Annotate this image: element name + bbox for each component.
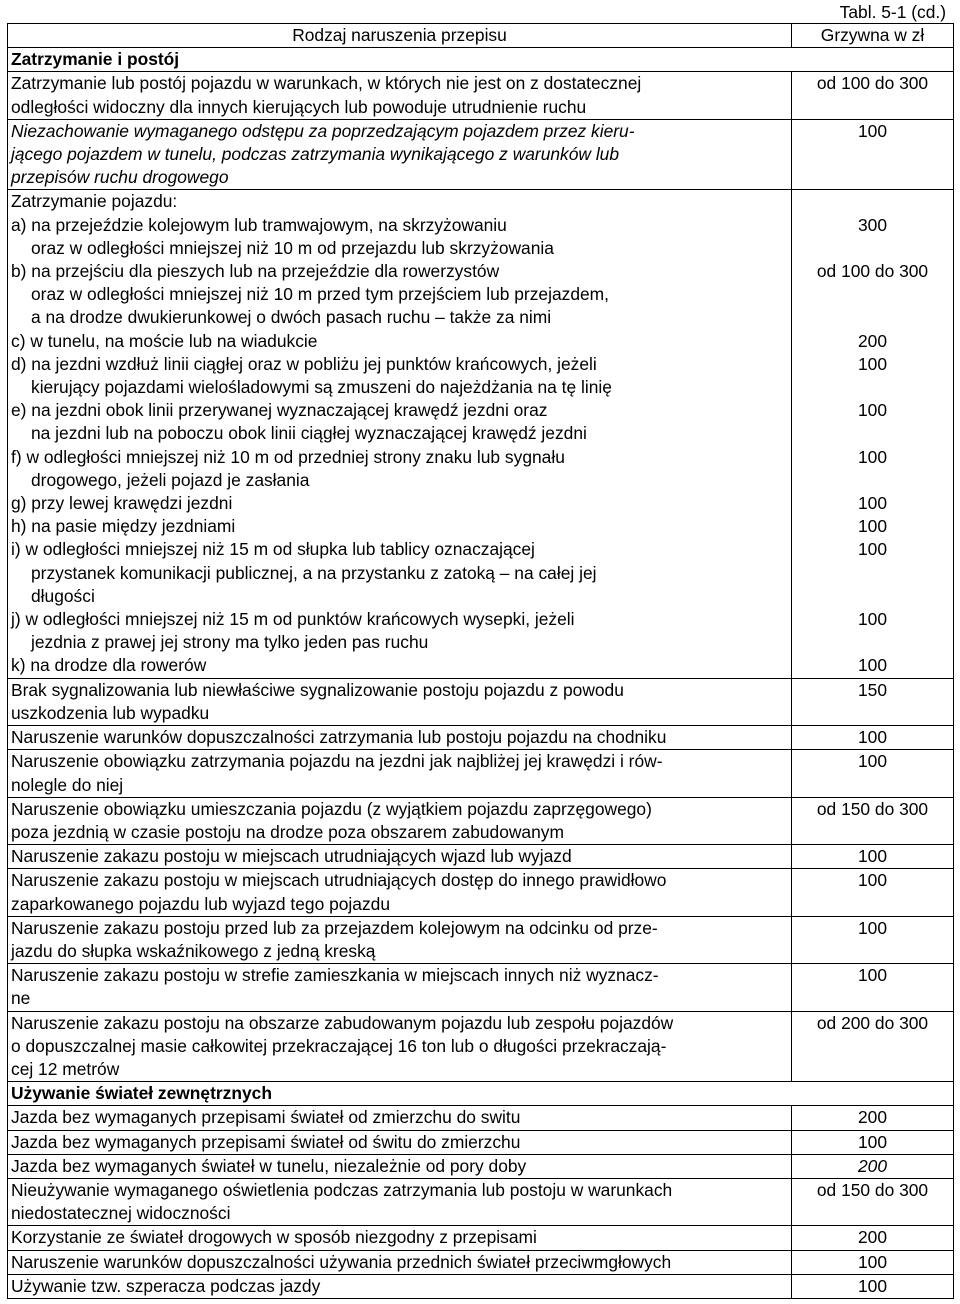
fine-cell: 100 — [792, 1250, 954, 1274]
row-text: cej 12 metrów — [11, 1058, 120, 1079]
table-row — [8, 1178, 954, 1225]
fine-value: od 100 do 300 — [816, 261, 929, 282]
table-row — [8, 964, 954, 1011]
table-row — [8, 72, 954, 119]
row-text: na jezdni lub na poboczu obok linii ciągłej wyznaczającej krawędź jezdni — [31, 423, 587, 444]
fine-cell: 200 — [792, 1226, 954, 1250]
row-text: o dopuszczalnej masie całkowitej przekraczającej 16 ton lub o długości przekraczają- — [11, 1035, 667, 1056]
row-text: Naruszenie zakazu postoju w strefie zamieszkania w miejscach innych niż wyznacz- — [11, 965, 659, 986]
row-text: zaparkowanego pojazdu lub wyjazd tego pojazdu — [11, 893, 390, 914]
fine-cell: od 100 do 300 — [792, 72, 954, 119]
row-text: przystanek komunikacji publicznej, a na przystanku z zatoką – na całej jej — [31, 562, 597, 583]
header-violation-type: Rodzaj naruszenia przepisu — [8, 24, 792, 48]
row-text: Brak sygnalizowania lub niewłaściwe sygnalizowanie postoju pojazdu z powodu — [11, 679, 624, 700]
fine-value: 100 — [857, 493, 887, 514]
row-text: Naruszenie zakazu postoju w miejscach utrudniających wjazd lub wyjazd — [11, 846, 572, 867]
fines-table — [7, 23, 954, 1299]
fine-value: 100 — [857, 655, 887, 676]
table-row — [8, 750, 954, 797]
row-text: drogowego, jeżeli pojazd je zasłania — [31, 469, 310, 490]
fine-cell: 100 — [792, 916, 954, 963]
row-text: Naruszenie warunków dopuszczalności zatrzymania lub postoju pojazdu na chodniku — [11, 727, 667, 748]
fine-value: 300 — [857, 214, 887, 235]
fine-cell: 150 — [792, 678, 954, 725]
table-row — [8, 1011, 954, 1082]
fine-cell: 100 — [792, 869, 954, 916]
row-text: g) przy lewej krawędzi jezdni — [11, 493, 233, 514]
fine-cell: 100 — [792, 1274, 954, 1298]
row-text: Korzystanie ze świateł drogowych w sposób niezgodny z przepisami — [11, 1227, 537, 1248]
row-text: k) na drodze dla rowerów — [11, 655, 207, 676]
table-row — [8, 726, 954, 750]
row-text: niedostatecznej widoczności — [11, 1203, 231, 1224]
fine-cell: 100 — [792, 750, 954, 797]
row-text: f) w odległości mniejszej niż 10 m od przedniej strony znaku lub sygnału — [11, 446, 565, 467]
row-text: kierujący pojazdami wielośladowymi są zmuszeni do najeżdżania na tę linię — [31, 377, 612, 398]
table-row — [8, 678, 954, 725]
row-text: ne — [11, 988, 31, 1009]
fine-cell: 100 — [792, 726, 954, 750]
row-text: Jazda bez wymaganych przepisami świateł od świtu do zmierzchu — [11, 1131, 521, 1152]
table-row — [8, 1250, 954, 1274]
table-row — [8, 1226, 954, 1250]
row-text: d) na jezdni wzdłuż linii ciągłej oraz w pobliżu jej punktów krańcowych, jeżeli — [11, 353, 597, 374]
table-row — [8, 190, 954, 678]
row-text: c) w tunelu, na moście lub na wiadukcie — [11, 330, 318, 351]
section-external-lights — [8, 1082, 954, 1106]
table-row — [8, 916, 954, 963]
fine-cell: od 200 do 300 — [792, 1011, 954, 1082]
fine-cell: 200 — [792, 1154, 954, 1178]
row-text: Używanie tzw. szperacza podczas jazdy — [11, 1275, 321, 1296]
row-text: oraz w odległości mniejszej niż 10 m od przejazdu lub skrzyżowania — [31, 237, 554, 258]
table-row — [8, 1130, 954, 1154]
fine-cell: 100 — [792, 119, 954, 190]
row-text: uszkodzenia lub wypadku — [11, 702, 210, 723]
row-text: Naruszenie zakazu postoju przed lub za przejazdem kolejowym na odcinku od prze- — [11, 917, 658, 938]
row-text: Jazda bez wymaganych przepisami świateł od zmierzchu do switu — [11, 1107, 521, 1128]
row-text: odległości widoczny dla innych kierujących lub powoduje utrudnienie ruchu — [11, 96, 587, 117]
row-text: Zatrzymanie pojazdu: — [11, 191, 178, 212]
row-text: Naruszenie warunków dopuszczalności używania przednich świateł przeciwmgłowych — [11, 1251, 672, 1272]
table-row — [8, 1106, 954, 1130]
row-text: i) w odległości mniejszej niż 15 m od słupka lub tablicy oznaczającej — [11, 539, 535, 560]
header-fine: Grzywna w zł — [792, 24, 954, 48]
fine-cell: 200 — [792, 1106, 954, 1130]
section-title: Używanie świateł zewnętrznych — [8, 1082, 954, 1106]
row-text: Jazda bez wymaganych świateł w tunelu, niezależnie od pory doby — [11, 1155, 527, 1176]
row-text: j) w odległości mniejszej niż 15 m od punktów krańcowych wysepki, jeżeli — [11, 609, 575, 630]
fine-value: 100 — [857, 446, 887, 467]
row-text: długości — [31, 585, 95, 606]
row-text: jezdnia z prawej jej strony ma tylko jeden pas ruchu — [31, 632, 429, 653]
row-text: b) na przejściu dla pieszych lub na przejeździe dla rowerzystów — [11, 261, 500, 282]
row-text: e) na jezdni obok linii przerywanej wyznaczającej krawędź jezdni oraz — [11, 400, 548, 421]
table-row — [8, 845, 954, 869]
fine-value: 100 — [857, 400, 887, 421]
row-text: a) na przejeździe kolejowym lub tramwajowym, na skrzyżowaniu — [11, 214, 507, 235]
row-text: Naruszenie zakazu postoju w miejscach utrudniających dostęp do innego prawidłowo — [11, 870, 667, 891]
row-text: Naruszenie obowiązku zatrzymania pojazdu na jezdni jak najbliżej jej krawędzi i rów- — [11, 751, 663, 772]
fine-value: 100 — [857, 353, 887, 374]
table-header-row — [8, 24, 954, 48]
row-text: jącego pojazdem w tunelu, podczas zatrzymania wynikającego z warunków lub — [11, 144, 620, 165]
fine-value: 200 — [857, 330, 887, 351]
row-text: a na drodze dwukierunkowej o dwóch pasach ruchu – także za nimi — [31, 307, 552, 328]
section-title: Zatrzymanie i postój — [8, 48, 954, 72]
row-text: Nieużywanie wymaganego oświetlenia podczas zatrzymania lub postoju w warunkach — [11, 1179, 673, 1200]
table-row — [8, 1154, 954, 1178]
fine-value: 100 — [857, 516, 887, 537]
row-text: Zatrzymanie lub postój pojazdu w warunkach, w których nie jest on z dostatecznej — [11, 73, 642, 94]
row-text: przepisów ruchu drogowego — [11, 167, 229, 188]
row-text: Naruszenie obowiązku umieszczania pojazdu (z wyjątkiem pojazdu zaprzęgowego) — [11, 798, 652, 819]
table-label: Tabl. 5-1 (cd.) — [839, 2, 946, 22]
row-text: oraz w odległości mniejszej niż 10 m przed tym przejściem lub przejazdem, — [31, 284, 609, 305]
fine-cell: 100 — [792, 964, 954, 1011]
fine-cell: od 150 do 300 — [792, 1178, 954, 1225]
table-row — [8, 797, 954, 844]
fine-value: 100 — [857, 539, 887, 560]
row-text: jazdu do słupka wskaźnikowego z jedną kreską — [11, 940, 376, 961]
fine-value: 100 — [857, 609, 887, 630]
row-text: nolegle do niej — [11, 774, 124, 795]
table-row — [8, 1274, 954, 1298]
row-text: Naruszenie zakazu postoju na obszarze zabudowanym pojazdu lub zespołu pojazdów — [11, 1012, 674, 1033]
fine-cell: 100 — [792, 1130, 954, 1154]
table-row — [8, 119, 954, 190]
section-stopping-parking — [8, 48, 954, 72]
fine-cell: od 150 do 300 — [792, 797, 954, 844]
fine-cell: 100 — [792, 845, 954, 869]
row-text: h) na pasie między jezdniami — [11, 516, 236, 537]
row-text: poza jezdnią w czasie postoju na drodze poza obszarem zabudowanym — [11, 821, 564, 842]
table-row — [8, 869, 954, 916]
row-text: Niezachowanie wymaganego odstępu za poprzedzającym pojazdem przez kieru- — [11, 120, 635, 141]
